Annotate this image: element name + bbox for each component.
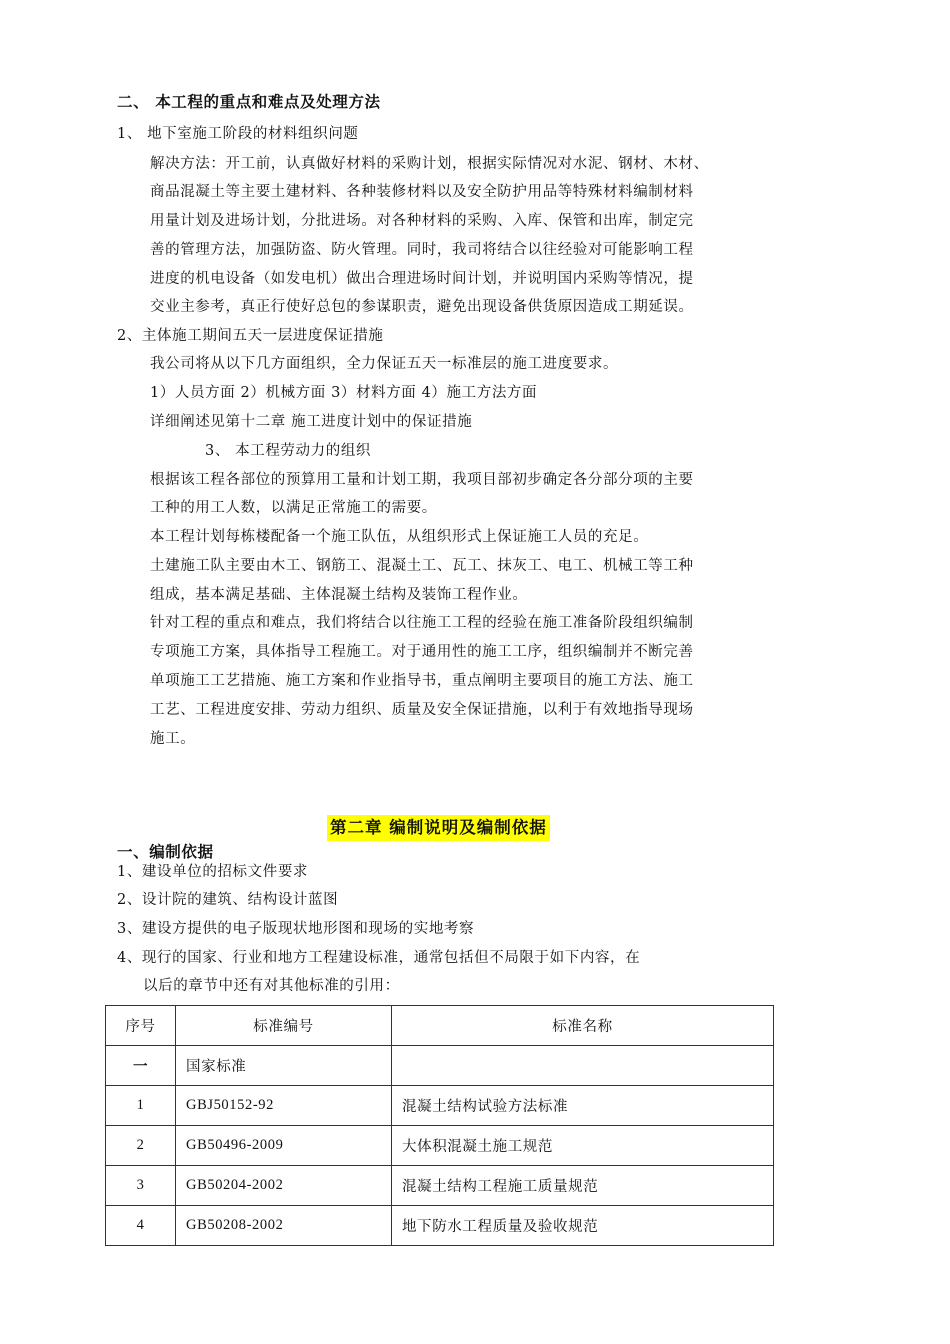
row-code: GBJ50152-92 <box>176 1086 392 1126</box>
table-row <box>106 1166 774 1206</box>
body-line: 解决方法：开工前，认真做好材料的采购计划，根据实际情况对水泥、钢材、木材、 <box>150 156 709 172</box>
body-line: 商品混凝土等主要土建材料、各种装修材料以及安全防护用品等特殊材料编制材料 <box>150 184 694 200</box>
row-index: 4 <box>106 1206 176 1246</box>
item1-title: 1、 地下室施工阶段的材料组织问题 <box>117 126 359 142</box>
body-line: 1）人员方面 2）机械方面 3）材料方面 4）施工方法方面 <box>150 385 538 401</box>
item3-title: 3、 本工程劳动力的组织 <box>205 443 372 459</box>
item2-title: 2、主体施工期间五天一层进度保证措施 <box>117 328 384 344</box>
table-header-row <box>106 1006 774 1046</box>
section-heading: 二、 本工程的重点和难点及处理方法 <box>117 93 381 111</box>
body-line: 施工。 <box>150 731 196 747</box>
body-line: 本工程计划每栋楼配备一个施工队伍，从组织形式上保证施工人员的充足。 <box>150 529 649 545</box>
row-name: 大体积混凝土施工规范 <box>392 1126 774 1166</box>
table-row <box>106 1126 774 1166</box>
group-label: 国家标准 <box>176 1046 392 1086</box>
row-code: GB50496-2009 <box>176 1126 392 1166</box>
row-name: 混凝土结构试验方法标准 <box>392 1086 774 1126</box>
basis-item: 4、现行的国家、行业和地方工程建设标准，通常包括但不局限于如下内容，在 <box>117 950 641 966</box>
row-code: GB50204-2002 <box>176 1166 392 1206</box>
group-empty <box>392 1046 774 1086</box>
chapter-title: 第二章 编制说明及编制依据 <box>327 815 550 841</box>
basis-item: 2、设计院的建筑、结构设计蓝图 <box>117 892 339 908</box>
table-group-row <box>106 1046 774 1086</box>
body-line: 针对工程的重点和难点，我们将结合以往施工工程的经验在施工准备阶段组织编制 <box>150 615 694 631</box>
table-row <box>106 1086 774 1126</box>
standards-table <box>105 1005 774 1246</box>
body-line: 用量计划及进场计划，分批进场。对各种材料的采购、入库、保管和出库，制定完 <box>150 213 694 229</box>
body-line: 组成，基本满足基础、主体混凝土结构及装饰工程作业。 <box>150 587 528 603</box>
body-line: 交业主参考，真正行使好总包的参谋职责，避免出现设备供货原因造成工期延误。 <box>150 299 694 315</box>
body-line: 善的管理方法，加强防盗、防火管理。同时，我司将结合以往经验对可能影响工程 <box>150 242 694 258</box>
header-cell-index: 序号 <box>106 1006 176 1046</box>
row-name: 地下防水工程质量及验收规范 <box>392 1206 774 1246</box>
row-index: 3 <box>106 1166 176 1206</box>
row-index: 2 <box>106 1126 176 1166</box>
row-name: 混凝土结构工程施工质量规范 <box>392 1166 774 1206</box>
body-line: 单项施工工艺措施、施工方案和作业指导书，重点阐明主要项目的施工方法、施工 <box>150 673 694 689</box>
body-line: 根据该工程各部位的预算用工量和计划工期，我项目部初步确定各分部分项的主要 <box>150 472 694 488</box>
body-line: 专项施工方案，具体指导工程施工。对于通用性的施工工序，组织编制并不断完善 <box>150 644 694 660</box>
basis-item: 1、建设单位的招标文件要求 <box>117 864 309 880</box>
body-line: 工艺、工程进度安排、劳动力组织、质量及安全保证措施，以利于有效地指导现场 <box>150 702 694 718</box>
body-line: 工种的用工人数，以满足正常施工的需要。 <box>150 500 437 516</box>
body-line: 进度的机电设备（如发电机）做出合理进场时间计划，并说明国内采购等情况，提 <box>150 271 694 287</box>
header-cell-name: 标准名称 <box>392 1006 774 1046</box>
table-row <box>106 1206 774 1246</box>
basis-continuation: 以后的章节中还有对其他标准的引用： <box>143 978 400 994</box>
header-cell-code: 标准编号 <box>176 1006 392 1046</box>
group-index: 一 <box>106 1046 176 1086</box>
basis-item: 3、建设方提供的电子版现状地形图和现场的实地考察 <box>117 921 475 937</box>
body-line: 土建施工队主要由木工、钢筋工、混凝土工、瓦工、抹灰工、电工、机械工等工种 <box>150 558 694 574</box>
row-index: 1 <box>106 1086 176 1126</box>
body-line: 我公司将从以下几方面组织，全力保证五天一标准层的施工进度要求。 <box>150 356 619 372</box>
body-line: 详细阐述见第十二章 施工进度计划中的保证措施 <box>150 414 473 430</box>
chapter-sub-heading: 一、编制依据 <box>117 843 214 861</box>
row-code: GB50208-2002 <box>176 1206 392 1246</box>
